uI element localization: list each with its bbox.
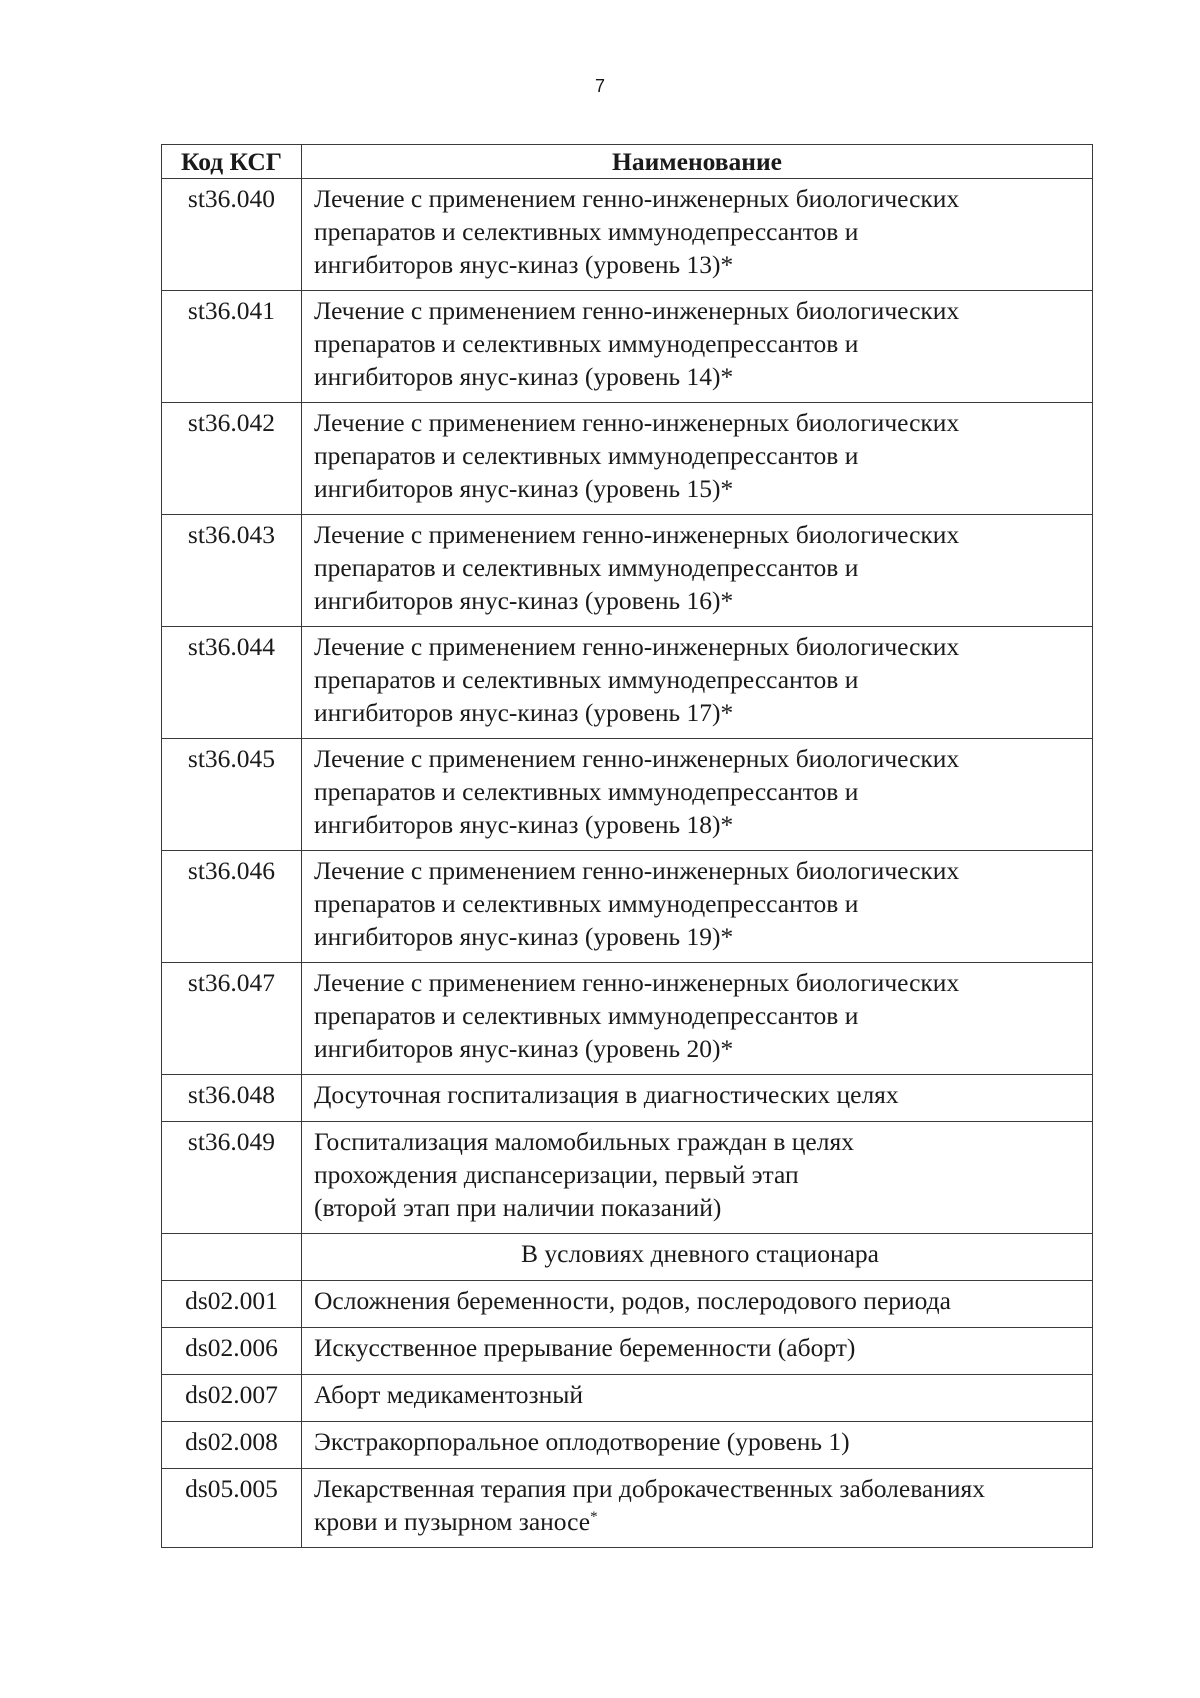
name-line-text: Лечение с применением генно-инженерных биологических: [314, 184, 960, 213]
name-line-text: препаратов и селективных иммунодепрессантов и: [314, 665, 859, 694]
table-row: [162, 1375, 1093, 1422]
footnote-marker: *: [590, 1509, 598, 1525]
table-header-row: [162, 145, 1093, 179]
cell-name: [302, 291, 1093, 403]
name-line: [314, 182, 1086, 215]
name-line-text: Осложнения беременности, родов, послеродового периода: [314, 1286, 951, 1315]
header-code: Код КСГ: [162, 145, 302, 179]
cell-name: [302, 1375, 1093, 1422]
name-line: [314, 1284, 1086, 1317]
name-line-text: Лечение с применением генно-инженерных биологических: [314, 296, 960, 325]
name-line-text: Госпитализация маломобильных граждан в целях: [314, 1127, 854, 1156]
name-line: [314, 854, 1086, 887]
name-line: [314, 439, 1086, 472]
name-line-text: ингибиторов янус-киназ (уровень 14)*: [314, 362, 734, 391]
table-row: [162, 1328, 1093, 1375]
cell-name: [302, 1281, 1093, 1328]
name-line: [314, 1378, 1086, 1411]
name-line: [314, 696, 1086, 729]
cell-name: [302, 179, 1093, 291]
cell-code: ds02.008: [162, 1422, 302, 1469]
name-line: [314, 1425, 1086, 1458]
name-line-text: препаратов и селективных иммунодепрессантов и: [314, 217, 859, 246]
name-line: [314, 1125, 1086, 1158]
cell-name: [302, 1328, 1093, 1375]
table-row: [162, 851, 1093, 963]
name-line: [314, 215, 1086, 248]
cell-code: ds02.007: [162, 1375, 302, 1422]
name-line: [314, 1032, 1086, 1065]
name-line-text: ингибиторов янус-киназ (уровень 17)*: [314, 698, 734, 727]
name-line: [314, 887, 1086, 920]
name-line-text: крови и пузырном заносе: [314, 1507, 591, 1536]
cell-name: [302, 403, 1093, 515]
cell-code: st36.046: [162, 851, 302, 963]
cell-code: ds02.006: [162, 1328, 302, 1375]
table-row: [162, 515, 1093, 627]
name-line: [314, 248, 1086, 281]
cell-name: [302, 739, 1093, 851]
ksg-table: [161, 144, 1093, 1548]
section-row: [162, 1234, 1093, 1281]
table-row: [162, 627, 1093, 739]
name-line-text: ингибиторов янус-киназ (уровень 13)*: [314, 250, 734, 279]
name-line: [314, 920, 1086, 953]
name-line-text: Лечение с применением генно-инженерных биологических: [314, 408, 960, 437]
name-line-text: прохождения диспансеризации, первый этап: [314, 1160, 799, 1189]
cell-code: st36.043: [162, 515, 302, 627]
name-line-text: Экстракорпоральное оплодотворение (уровень 1): [314, 1427, 850, 1456]
cell-code: st36.041: [162, 291, 302, 403]
cell-code: [162, 1234, 302, 1281]
name-line-text: ингибиторов янус-киназ (уровень 15)*: [314, 474, 734, 503]
name-line-text: ингибиторов янус-киназ (уровень 18)*: [314, 810, 734, 839]
name-line-text: препаратов и селективных иммунодепрессантов и: [314, 441, 859, 470]
name-line-text: Лечение с применением генно-инженерных биологических: [314, 968, 960, 997]
table-row: [162, 1469, 1093, 1548]
cell-code: st36.047: [162, 963, 302, 1075]
table-row: [162, 1122, 1093, 1234]
table-row: [162, 403, 1093, 515]
name-line-text: Лечение с применением генно-инженерных биологических: [314, 744, 960, 773]
name-line-text: препаратов и селективных иммунодепрессантов и: [314, 553, 859, 582]
name-line: [314, 1191, 1086, 1224]
cell-code: ds05.005: [162, 1469, 302, 1548]
header-name: Наименование: [302, 145, 1093, 179]
name-line-text: В условиях дневного стационара: [521, 1239, 879, 1268]
name-line-text: препаратов и селективных иммунодепрессантов и: [314, 329, 859, 358]
name-line: [314, 999, 1086, 1032]
name-line: [314, 406, 1086, 439]
table-row: [162, 291, 1093, 403]
name-line: [314, 327, 1086, 360]
table-row: [162, 1281, 1093, 1328]
name-line: [314, 518, 1086, 551]
name-line-text: Лечение с применением генно-инженерных биологических: [314, 856, 960, 885]
name-line-text: Лечение с применением генно-инженерных биологических: [314, 520, 960, 549]
cell-name: [302, 851, 1093, 963]
name-line: [314, 584, 1086, 617]
table-row: [162, 179, 1093, 291]
cell-code: st36.044: [162, 627, 302, 739]
cell-name: [302, 627, 1093, 739]
name-line-text: препаратов и селективных иммунодепрессантов и: [314, 889, 859, 918]
cell-name: [302, 1469, 1093, 1548]
name-line: [314, 742, 1086, 775]
name-line: [314, 360, 1086, 393]
table-row: [162, 1422, 1093, 1469]
table-row: [162, 739, 1093, 851]
cell-name: [302, 515, 1093, 627]
cell-code: st36.048: [162, 1075, 302, 1122]
cell-name: [302, 1122, 1093, 1234]
name-line-text: препаратов и селективных иммунодепрессантов и: [314, 1001, 859, 1030]
name-line: [314, 808, 1086, 841]
name-line: [314, 472, 1086, 505]
name-line: [314, 775, 1086, 808]
name-line: [314, 294, 1086, 327]
name-line-text: (второй этап при наличии показаний): [314, 1193, 722, 1222]
section-title: [302, 1234, 1093, 1281]
name-line-text: Аборт медикаментозный: [314, 1380, 583, 1409]
name-line-text: Лекарственная терапия при доброкачественных заболеваниях: [314, 1474, 986, 1503]
name-line-text: ингибиторов янус-киназ (уровень 16)*: [314, 586, 734, 615]
cell-name: [302, 963, 1093, 1075]
name-line: [314, 630, 1086, 663]
name-line: [314, 966, 1086, 999]
name-line: [314, 551, 1086, 584]
name-line-text: ингибиторов янус-киназ (уровень 19)*: [314, 922, 734, 951]
cell-name: [302, 1075, 1093, 1122]
name-line: [314, 1331, 1086, 1364]
table-row: [162, 963, 1093, 1075]
table-row: [162, 1075, 1093, 1122]
cell-code: st36.042: [162, 403, 302, 515]
name-line-text: Искусственное прерывание беременности (аборт): [314, 1333, 856, 1362]
name-line: [314, 1078, 1086, 1111]
name-line-text: ингибиторов янус-киназ (уровень 20)*: [314, 1034, 734, 1063]
name-line: [314, 1237, 1086, 1270]
name-line-text: Досуточная госпитализация в диагностических целях: [314, 1080, 899, 1109]
name-line: [314, 1158, 1086, 1191]
cell-code: st36.040: [162, 179, 302, 291]
name-line-text: Лечение с применением генно-инженерных биологических: [314, 632, 960, 661]
name-line: [314, 1505, 1086, 1538]
cell-name: [302, 1422, 1093, 1469]
cell-code: st36.049: [162, 1122, 302, 1234]
cell-code: st36.045: [162, 739, 302, 851]
name-line-text: препаратов и селективных иммунодепрессантов и: [314, 777, 859, 806]
page-number: 7: [594, 76, 605, 96]
cell-code: ds02.001: [162, 1281, 302, 1328]
name-line: [314, 1472, 1086, 1505]
name-line: [314, 663, 1086, 696]
